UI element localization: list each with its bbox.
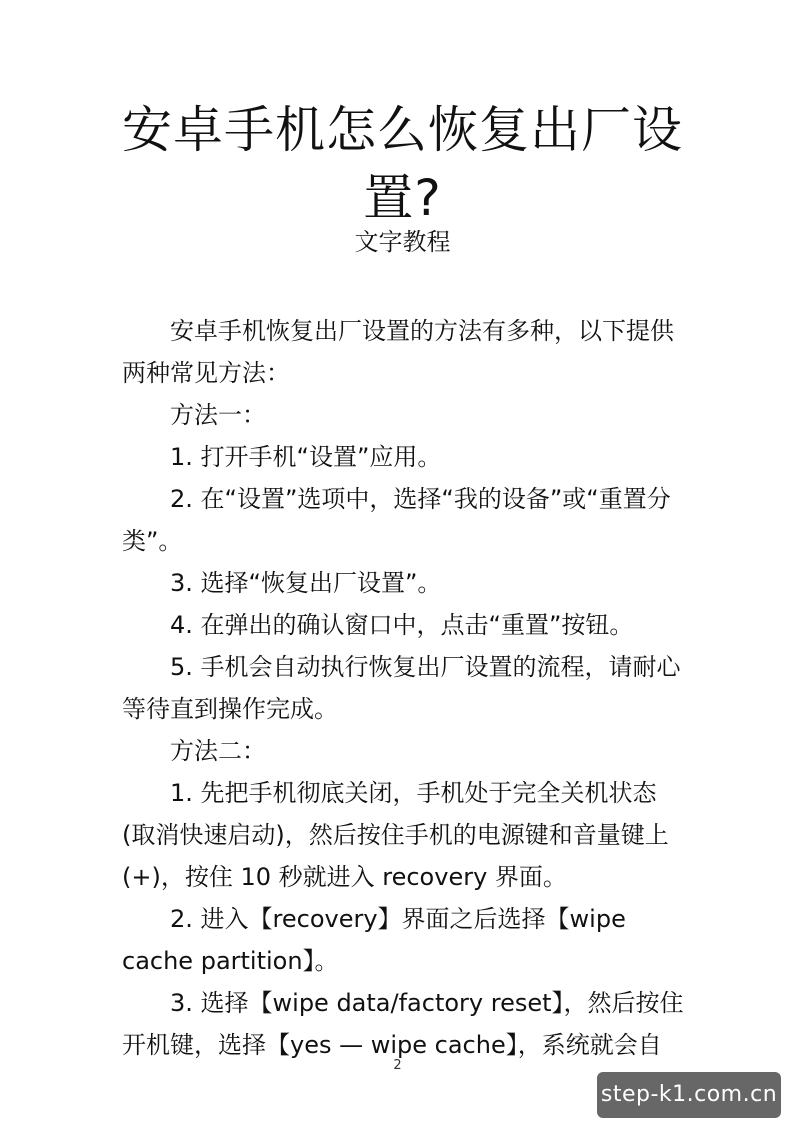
site-watermark: step-k1.com.cn <box>597 1072 781 1118</box>
document-title <box>0 96 805 232</box>
paragraph-method-one-step-3: 3. 选择“恢复出厂设置”。 <box>170 569 442 597</box>
document-subtitle: 文字教程 <box>354 228 451 256</box>
paragraph-method-one-heading: 方法一： <box>170 401 266 429</box>
paragraph-method-one-step-4: 4. 在弹出的确认窗口中，点击“重置”按钮。 <box>170 611 634 639</box>
paragraph-method-two-step-2: 2. 进入【recovery】界面之后选择【wipe cache partition】。 <box>122 905 626 975</box>
title-line-1: 安卓手机怎么恢复出厂设 <box>122 101 683 159</box>
title-line-2: 置? <box>363 169 442 227</box>
paragraph-method-one-step-2: 2. 在“设置”选项中，选择“我的设备”或“重置分类”。 <box>122 485 671 555</box>
paragraph-method-two-step-1: 1. 先把手机彻底关闭，手机处于完全关机状态(取消快速启动)，然后按住手机的电源键和音量键上(+)，按住 10 秒就进入 recovery 界面。 <box>122 779 669 891</box>
page-number: 2 <box>393 1058 402 1073</box>
paragraph-method-two-step-3: 3. 选择【wipe data/factory reset】，然后按住开机键，选择【yes — wipe cache】，系统就会自 <box>122 989 684 1059</box>
document-body <box>122 310 688 1066</box>
paragraph-method-two-heading: 方法二： <box>170 737 266 765</box>
paragraph-method-one-step-1: 1. 打开手机“设置”应用。 <box>170 443 442 471</box>
paragraph-method-one-step-5: 5. 手机会自动执行恢复出厂设置的流程，请耐心等待直到操作完成。 <box>122 653 681 723</box>
paragraph-intro: 安卓手机恢复出厂设置的方法有多种，以下提供两种常见方法： <box>122 317 674 387</box>
